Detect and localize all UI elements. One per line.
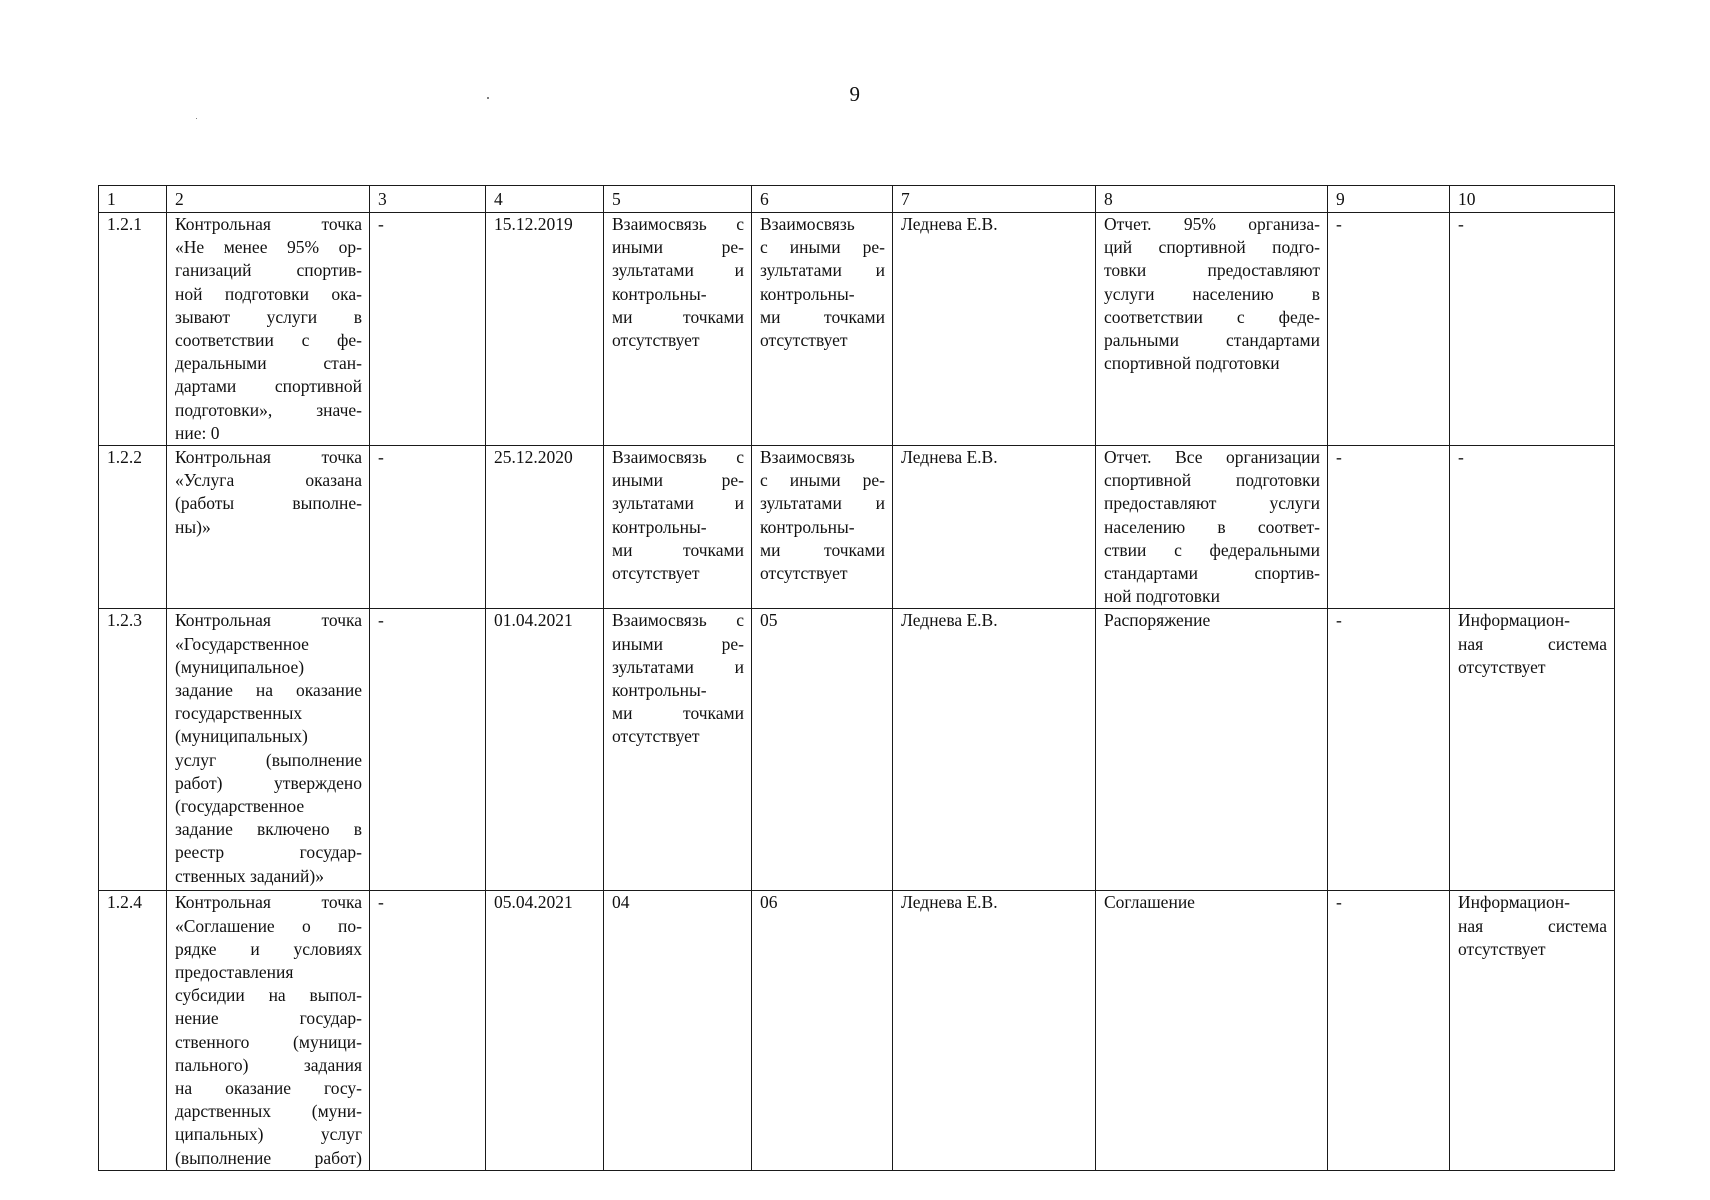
responsible-cell: Леднева Е.В. xyxy=(893,891,1096,1171)
text-line: дартами спортивной xyxy=(175,376,362,397)
responsible-cell: Леднева Е.В. xyxy=(893,609,1096,891)
header-cell-6: 6 xyxy=(752,186,893,213)
text-line: контрольны- xyxy=(612,283,707,304)
text-line: предоставления xyxy=(175,962,294,983)
text-line: (муниципальное) xyxy=(175,656,305,677)
header-row xyxy=(99,186,1615,213)
text-line: государственных xyxy=(175,703,303,724)
col3-cell: - xyxy=(370,213,486,446)
text-line: Контрольная точка xyxy=(175,214,362,234)
document-cell xyxy=(1096,891,1328,1171)
col9-cell: - xyxy=(1328,213,1450,446)
text-line: дарственных (муни- xyxy=(175,1101,362,1122)
date-cell: 05.04.2021 xyxy=(486,891,604,1171)
text-line: рядке и условиях xyxy=(175,938,362,959)
header-cell-1: 1 xyxy=(99,186,167,213)
text-line: соответствии с феде- xyxy=(1104,306,1320,327)
text-line: отсутствует xyxy=(1458,656,1546,677)
text-line: спортивной подготовки xyxy=(1104,470,1320,491)
date-cell: 15.12.2019 xyxy=(486,213,604,446)
successor-cell xyxy=(752,446,893,609)
text-line: Взаимосвязь xyxy=(760,447,855,468)
header-cell-8: 8 xyxy=(1096,186,1328,213)
row-number-cell: 1.2.2 xyxy=(99,446,167,609)
control-point-name-cell xyxy=(167,891,370,1171)
control-points-table xyxy=(98,185,1615,1171)
text-line: Контрольная точка xyxy=(175,447,362,468)
text-line: ми точками xyxy=(612,703,744,724)
scan-speck xyxy=(196,118,197,119)
text-line: ципальных) услуг xyxy=(175,1124,362,1145)
text-line: ганизаций спортив- xyxy=(175,260,362,281)
col3-cell: - xyxy=(370,609,486,891)
text-line: услуг (выполнение xyxy=(175,749,362,770)
text-line: контрольны- xyxy=(612,680,707,701)
text-line: «Не менее 95% ор- xyxy=(175,237,362,258)
text-line: пального) задания xyxy=(175,1054,362,1075)
text-line: ственных заданий)» xyxy=(175,865,324,886)
text-line: ной подготовки xyxy=(1104,586,1220,607)
header-cell-9: 9 xyxy=(1328,186,1450,213)
document-cell xyxy=(1096,609,1328,891)
predecessor-cell xyxy=(604,891,752,1171)
text-line: Отчет. 95% организа- xyxy=(1104,214,1320,234)
header-cell-7: 7 xyxy=(893,186,1096,213)
successor-cell xyxy=(752,609,893,891)
date-cell: 01.04.2021 xyxy=(486,609,604,891)
text-line: зывают услуги в xyxy=(175,306,362,327)
header-cell-4: 4 xyxy=(486,186,604,213)
page-number: 9 xyxy=(849,82,861,106)
row-number-cell: 1.2.1 xyxy=(99,213,167,446)
text-line: контрольны- xyxy=(612,516,707,537)
scan-speck xyxy=(487,97,489,99)
text-line: (работы выполне- xyxy=(175,493,362,514)
responsible-cell: Леднева Е.В. xyxy=(893,446,1096,609)
text-line: Взаимосвязь с xyxy=(612,214,744,234)
table-body xyxy=(99,213,1615,1171)
col9-cell: - xyxy=(1328,891,1450,1171)
info-system-cell xyxy=(1450,213,1615,446)
text-line: ми точками xyxy=(760,539,885,560)
text-line: ние: 0 xyxy=(175,422,220,443)
text-line: (муниципальных) xyxy=(175,726,308,747)
text-line: зультатами и xyxy=(612,493,744,514)
text-line: спортивной подготовки xyxy=(1104,353,1280,374)
text-line: Отчет. Все организации xyxy=(1104,447,1320,468)
text-line: Контрольная точка xyxy=(175,610,362,631)
text-line: ственного (муници- xyxy=(175,1031,362,1052)
control-point-name-cell xyxy=(167,609,370,891)
successor-cell xyxy=(752,213,893,446)
text-line: ми точками xyxy=(612,306,744,327)
text-line: 06 xyxy=(760,892,778,913)
responsible-cell: Леднева Е.В. xyxy=(893,213,1096,446)
text-line: ральными стандартами xyxy=(1104,330,1320,351)
row-number-cell: 1.2.3 xyxy=(99,609,167,891)
text-line: с иными ре- xyxy=(760,237,885,258)
info-system-cell xyxy=(1450,891,1615,1171)
text-line: задание включено в xyxy=(175,819,362,840)
text-line: зультатами и xyxy=(760,260,885,281)
text-line: «Услуга оказана xyxy=(175,470,362,491)
table-row xyxy=(99,891,1615,1171)
col9-cell: - xyxy=(1328,446,1450,609)
predecessor-cell xyxy=(604,446,752,609)
info-system-cell xyxy=(1450,446,1615,609)
text-line: работ) утверждено xyxy=(175,772,362,793)
text-line: соответствии с фе- xyxy=(175,330,362,351)
text-line: Взаимосвязь с xyxy=(612,610,744,631)
text-line: деральными стан- xyxy=(175,353,362,374)
text-line: отсутствует xyxy=(612,330,700,351)
text-line: зультатами и xyxy=(760,493,885,514)
successor-cell xyxy=(752,891,893,1171)
text-line: «Государственное xyxy=(175,633,309,654)
text-line: с иными ре- xyxy=(760,470,885,491)
row-number-cell: 1.2.4 xyxy=(99,891,167,1171)
text-line: подготовки», значе- xyxy=(175,399,362,420)
text-line: населению в соответ- xyxy=(1104,516,1320,537)
text-line: контрольны- xyxy=(760,516,855,537)
text-line: Распоряжение xyxy=(1104,610,1211,631)
text-line: нение государ- xyxy=(175,1008,362,1029)
col9-cell: - xyxy=(1328,609,1450,891)
text-line: - xyxy=(1458,214,1464,234)
text-line: на оказание госу- xyxy=(175,1078,362,1099)
text-line: ной подготовки ока- xyxy=(175,283,362,304)
text-line: ны)» xyxy=(175,516,211,537)
text-line: ций спортивной подго- xyxy=(1104,237,1320,258)
text-line: - xyxy=(1458,447,1464,468)
text-line: Информацион- xyxy=(1458,892,1570,913)
text-line: отсутствует xyxy=(612,563,700,584)
header-cell-3: 3 xyxy=(370,186,486,213)
col3-cell: - xyxy=(370,446,486,609)
info-system-cell xyxy=(1450,609,1615,891)
text-line: отсутствует xyxy=(760,563,848,584)
text-line: Соглашение xyxy=(1104,892,1195,913)
col3-cell: - xyxy=(370,891,486,1171)
table-row xyxy=(99,213,1615,446)
control-point-name-cell xyxy=(167,213,370,446)
text-line: ствии с федеральными xyxy=(1104,539,1320,560)
text-line: предоставляют услуги xyxy=(1104,493,1320,514)
predecessor-cell xyxy=(604,213,752,446)
text-line: ми точками xyxy=(760,306,885,327)
text-line: ми точками xyxy=(612,539,744,560)
text-line: (государственное xyxy=(175,796,305,817)
text-line: 04 xyxy=(612,892,630,913)
text-line: иными ре- xyxy=(612,470,744,491)
text-line: Взаимосвязь xyxy=(760,214,855,234)
table-row xyxy=(99,609,1615,891)
text-line: Информацион- xyxy=(1458,610,1570,631)
text-line: контрольны- xyxy=(760,283,855,304)
document-cell xyxy=(1096,213,1328,446)
date-cell: 25.12.2020 xyxy=(486,446,604,609)
text-line: товки предоставляют xyxy=(1104,260,1320,281)
text-line: 05 xyxy=(760,610,778,631)
text-line: отсутствует xyxy=(1458,938,1546,959)
text-line: ная система xyxy=(1458,633,1607,654)
text-line: отсутствует xyxy=(612,726,700,747)
text-line: ная система xyxy=(1458,915,1607,936)
text-line: задание на оказание xyxy=(175,680,362,701)
header-cell-2: 2 xyxy=(167,186,370,213)
table-row xyxy=(99,446,1615,609)
text-line: Контрольная точка xyxy=(175,892,362,913)
text-line: «Соглашение о по- xyxy=(175,915,362,936)
text-line: зультатами и xyxy=(612,260,744,281)
text-line: отсутствует xyxy=(760,330,848,351)
predecessor-cell xyxy=(604,609,752,891)
text-line: Взаимосвязь с xyxy=(612,447,744,468)
text-line: субсидии на выпол- xyxy=(175,985,362,1006)
text-line: иными ре- xyxy=(612,237,744,258)
text-line: зультатами и xyxy=(612,656,744,677)
header-cell-10: 10 xyxy=(1450,186,1615,213)
text-line: стандартами спортив- xyxy=(1104,563,1320,584)
control-point-name-cell xyxy=(167,446,370,609)
text-line: реестр государ- xyxy=(175,842,362,863)
document-cell xyxy=(1096,446,1328,609)
header-cell-5: 5 xyxy=(604,186,752,213)
text-line: (выполнение работ) xyxy=(175,1147,362,1168)
text-line: иными ре- xyxy=(612,633,744,654)
table-header xyxy=(99,186,1615,213)
text-line: услуги населению в xyxy=(1104,283,1320,304)
